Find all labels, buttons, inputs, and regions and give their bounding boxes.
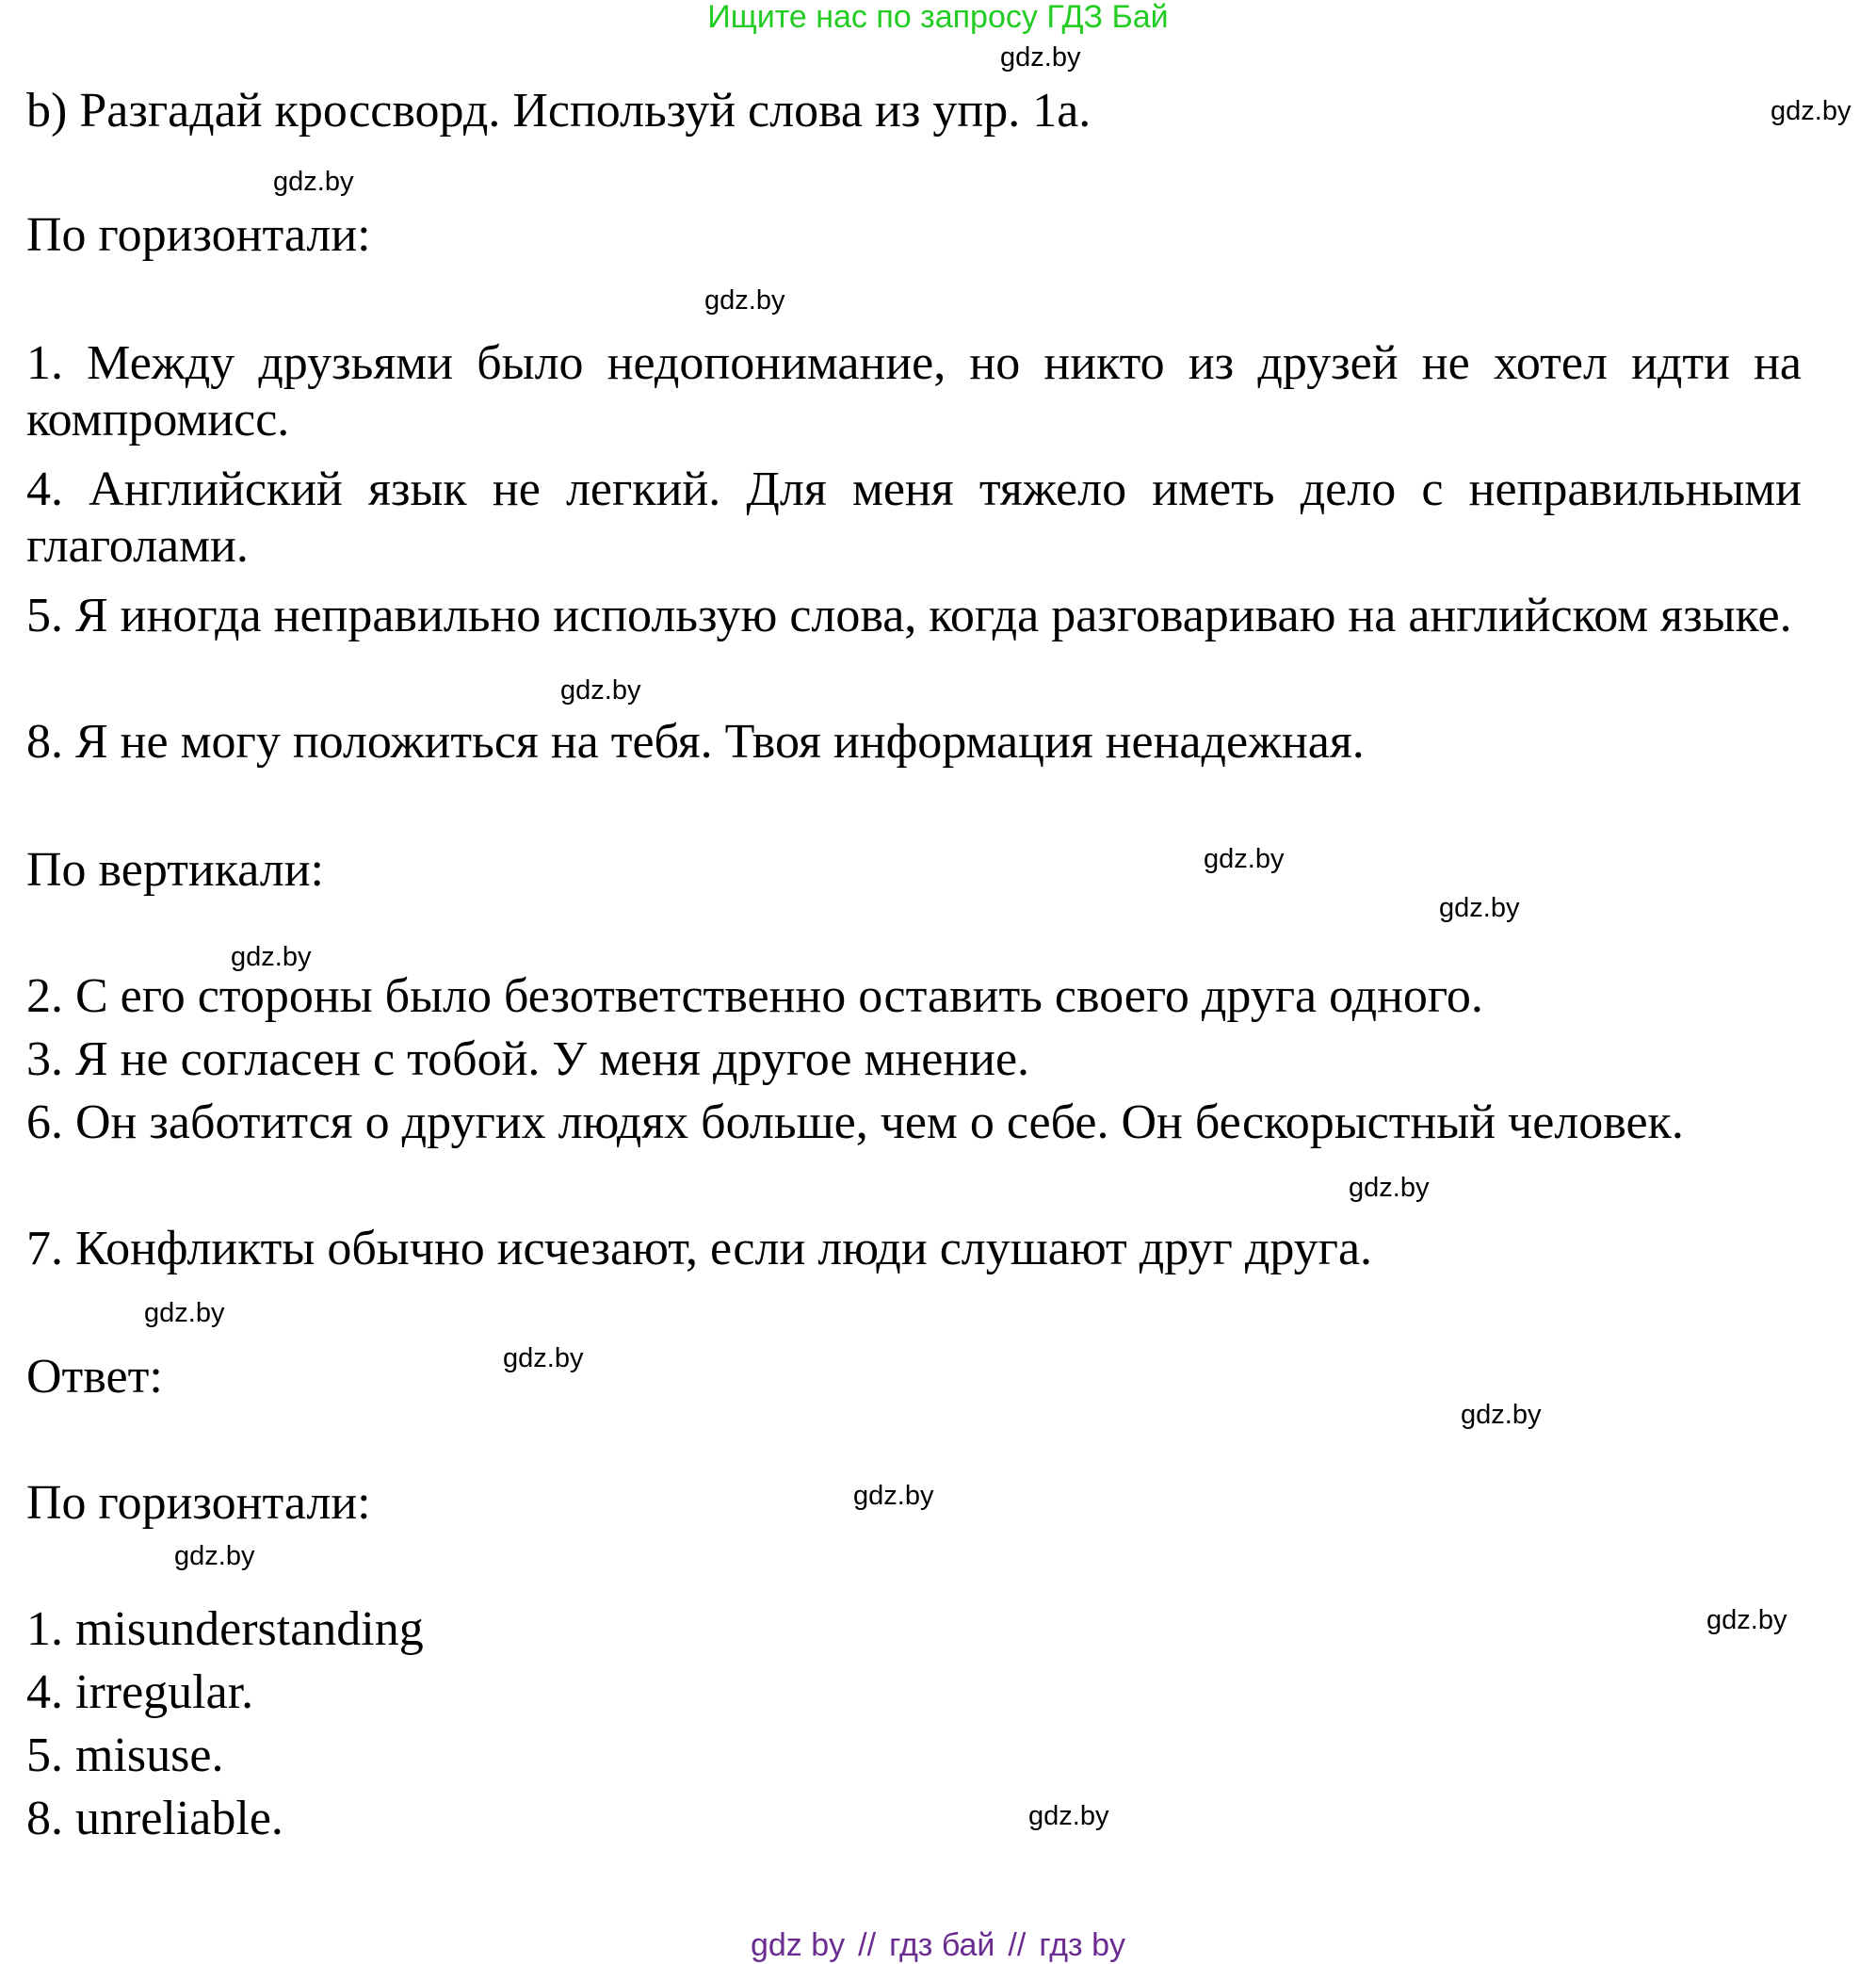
watermark: gdz.by [231,942,312,972]
watermark: gdz.by [704,285,785,316]
answer-heading: Ответ: [26,1350,163,1404]
across-heading: По горизонтали: [26,208,371,262]
down-heading: По вертикали: [26,843,324,897]
footer-link-gdz-by-cyr[interactable]: гдз by [1039,1927,1125,1963]
footer-links [0,1926,1876,1964]
answer-item-8: 8. unreliable. [26,1792,283,1845]
watermark: gdz.by [1461,1400,1542,1430]
watermark: gdz.by [1439,893,1520,923]
answer-item-4: 4. irregular. [26,1665,254,1719]
footer-separator: // [858,1927,877,1963]
watermark: gdz.by [174,1541,255,1571]
watermark: gdz.by [1204,844,1285,874]
across-clue-4: 4. Английский язык не легкий. Для меня тяжело иметь дело с неправильными глаголами. [26,463,1802,573]
answer-item-5: 5. misuse. [26,1729,224,1782]
watermark: gdz.by [144,1298,225,1328]
footer-link-gdz-by[interactable]: gdz by [750,1927,846,1963]
down-clue-7: 7. Конфликты обычно исчезают, если люди слушают друг друга. [26,1222,1373,1275]
watermark: gdz.by [560,675,641,706]
footer-separator: // [1008,1927,1027,1963]
task-title: b) Разгадай кроссворд. Используй слова из упр. 1a. [26,84,1092,138]
search-banner: Ищите нас по запросу ГДЗ Бай [707,0,1169,35]
down-clue-2: 2. С его стороны было безответственно оставить своего друга одного. [26,969,1483,1023]
watermark: gdz.by [273,167,354,197]
answer-across-heading: По горизонтали: [26,1476,371,1530]
footer-link-gdz-bai[interactable]: гдз бай [889,1927,995,1963]
watermark: gdz.by [1000,42,1081,73]
answer-item-1: 1. misunderstanding [26,1602,424,1656]
watermark: gdz.by [503,1343,584,1373]
watermark: gdz.by [853,1481,934,1511]
watermark: gdz.by [1771,96,1852,126]
down-clue-6: 6. Он заботится о других людях больше, чем о себе. Он бескорыстный человек. [26,1096,1684,1149]
across-clue-8: 8. Я не могу положиться на тебя. Твоя информация ненадежная. [26,715,1365,769]
watermark: gdz.by [1349,1173,1430,1203]
down-clue-3: 3. Я не согласен с тобой. У меня другое мнение. [26,1032,1030,1086]
across-clue-1: 1. Между друзьями было недопонимание, но никто из друзей не хотел идти на компромисс. [26,336,1802,446]
across-clue-5: 5. Я иногда неправильно использую слова, когда разговариваю на английском языке. [26,589,1792,642]
watermark: gdz.by [1028,1801,1109,1831]
watermark: gdz.by [1706,1605,1787,1635]
